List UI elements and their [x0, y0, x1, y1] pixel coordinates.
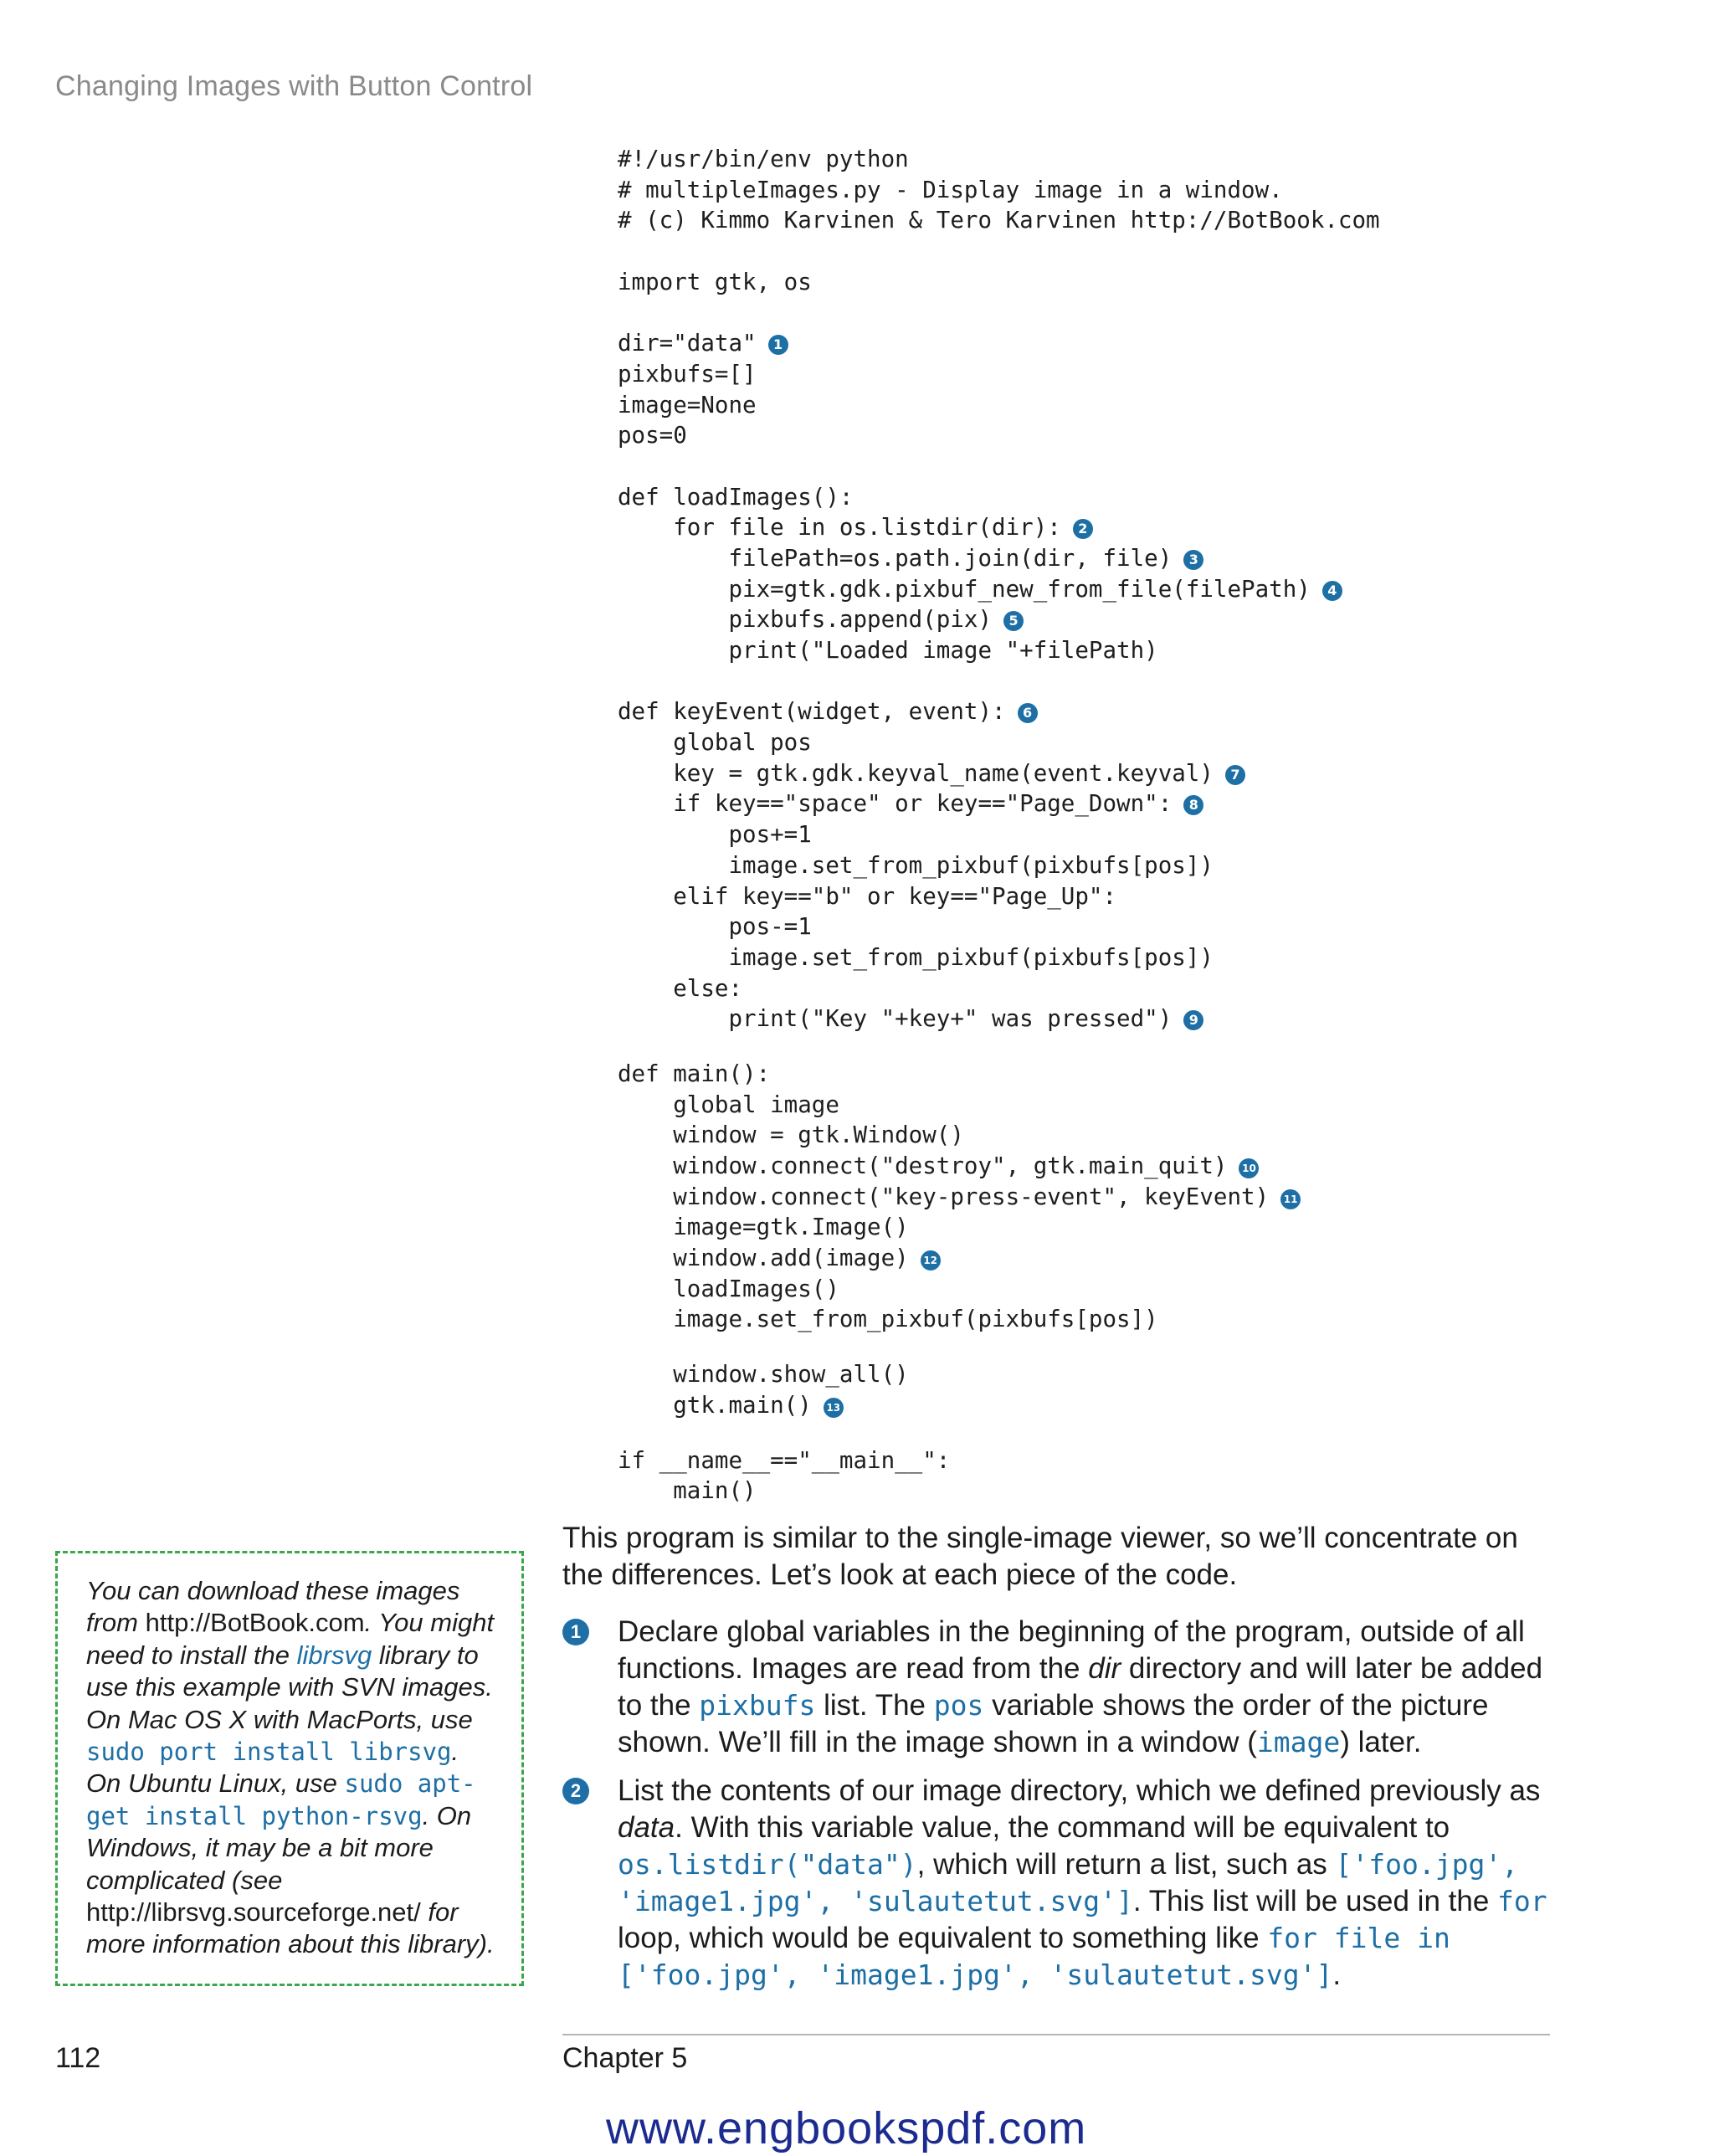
code-line: global image: [618, 1091, 839, 1118]
code-line: dir="data" 1: [618, 328, 1572, 359]
code-line: #!/usr/bin/env python: [618, 146, 909, 172]
code-line: gtk.main() 13: [618, 1390, 1572, 1421]
callout-1-marker: 1: [562, 1619, 589, 1645]
code-line: window = gtk.Window(): [618, 1122, 964, 1149]
code-line: image.set_from_pixbuf(pixbufs[pos]): [618, 1306, 1158, 1333]
annotation-text-2: List the contents of our image directory, which we defined previously as data. With this variable value, the command will be equivalent to os.listdir("data"), which will return a list, such as ['foo.jpg', 'image1.jpg', 'sulautetut.svg']. This list will be used in the for loop, which would be equivalent to something like for file in ['foo.jpg', 'image1.jpg', 'sulautetut.svg'].: [618, 1774, 1547, 1991]
annotation-item-2: [562, 1773, 1550, 1994]
code-line: if key=="space" or key=="Page_Down": 8: [618, 788, 1572, 819]
code-line: else:: [618, 974, 743, 1002]
footer-divider: [562, 2034, 1550, 2035]
code-line: window.connect("destroy", gtk.main_quit) 10: [618, 1151, 1572, 1182]
code-line: def keyEvent(widget, event): 6: [618, 696, 1572, 727]
code-line: elif key=="b" or key=="Page_Up":: [618, 882, 1117, 910]
callout-8: 8: [1183, 795, 1203, 815]
code-line: import gtk, os: [618, 268, 812, 295]
code-line: # (c) Kimmo Karvinen & Tero Karvinen http://BotBook.com: [618, 207, 1380, 234]
annotation-item-1: [562, 1614, 1550, 1761]
page-number: 112: [55, 2042, 101, 2074]
callout-5: 5: [1003, 611, 1024, 631]
callout-1: 1: [768, 335, 788, 355]
librsvg-link[interactable]: librsvg: [296, 1640, 372, 1670]
callout-2: 2: [1073, 519, 1093, 539]
chapter-label: Chapter 5: [562, 2042, 688, 2074]
code-line: image=None: [618, 391, 757, 418]
code-line: window.connect("key-press-event", keyEvent) 11: [618, 1182, 1572, 1213]
callout-11: 11: [1280, 1189, 1301, 1209]
intro-paragraph: This program is similar to the single-image viewer, so we’ll concentrate on the differences. Let’s look at each piece of the code.: [562, 1522, 1518, 1591]
callout-12: 12: [921, 1250, 941, 1270]
callout-4: 4: [1322, 581, 1342, 601]
callout-10: 10: [1239, 1158, 1259, 1178]
callout-9: 9: [1183, 1010, 1203, 1030]
code-line: pos=0: [618, 422, 687, 449]
callout-3: 3: [1183, 550, 1203, 570]
code-line: pixbufs.append(pix) 5: [618, 604, 1572, 635]
code-line: pos-=1: [618, 913, 812, 941]
code-line: if __name__=="__main__":: [618, 1446, 951, 1474]
code-line: image.set_from_pixbuf(pixbufs[pos]): [618, 943, 1214, 971]
code-line: image.set_from_pixbuf(pixbufs[pos]): [618, 851, 1214, 879]
callout-6: 6: [1018, 703, 1038, 723]
code-line: pixbufs=[]: [618, 360, 757, 388]
code-line: for file in os.listdir(dir): 2: [618, 512, 1572, 543]
code-line: key = gtk.gdk.keyval_name(event.keyval) 7: [618, 758, 1572, 789]
code-listing: [618, 144, 1572, 1507]
code-line: def main():: [618, 1060, 771, 1087]
callout-7: 7: [1225, 765, 1245, 785]
watermark: www.engbookspdf.com: [606, 2103, 1087, 2153]
code-line: image=gtk.Image(): [618, 1214, 909, 1241]
annotation-text-1: Declare global variables in the beginning of the program, outside of all functions. Images are read from the dir directory and will later be added to the pixbufs list. The pos variable shows the order of the picture shown. We’ll fill in the image shown in a window (image) later.: [618, 1615, 1543, 1758]
code-line: global pos: [618, 729, 812, 757]
code-line: print("Key "+key+" was pressed") 9: [618, 1004, 1572, 1034]
code-line: loadImages(): [618, 1275, 839, 1302]
code-line: pix=gtk.gdk.pixbuf_new_from_file(filePath) 4: [618, 574, 1572, 605]
code-line: window.add(image) 12: [618, 1243, 1572, 1274]
running-head: Changing Images with Button Control: [55, 70, 533, 102]
callout-2-marker: 2: [562, 1778, 589, 1804]
callout-13: 13: [824, 1398, 844, 1418]
code-line: window.show_all(): [618, 1361, 909, 1389]
code-line: print("Loaded image "+filePath): [618, 637, 1158, 664]
code-line: def loadImages():: [618, 483, 854, 511]
sidebar-note: You can download these images from http://BotBook.com. You might need to install the librsvg library to use this example with SVN images. On Mac OS X with MacPorts, use sudo port install librsvg. On Ubuntu Linux, use sudo apt-get install python-rsvg. On Windows, it may be a bit more complicated (see http://librsvg.sourceforge.net/ for more information about this library).: [55, 1551, 524, 1986]
code-line: # multipleImages.py - Display image in a window.: [618, 176, 1283, 203]
code-line: main(): [618, 1477, 757, 1505]
code-line: filePath=os.path.join(dir, file) 3: [618, 543, 1572, 574]
code-line: pos+=1: [618, 821, 812, 849]
